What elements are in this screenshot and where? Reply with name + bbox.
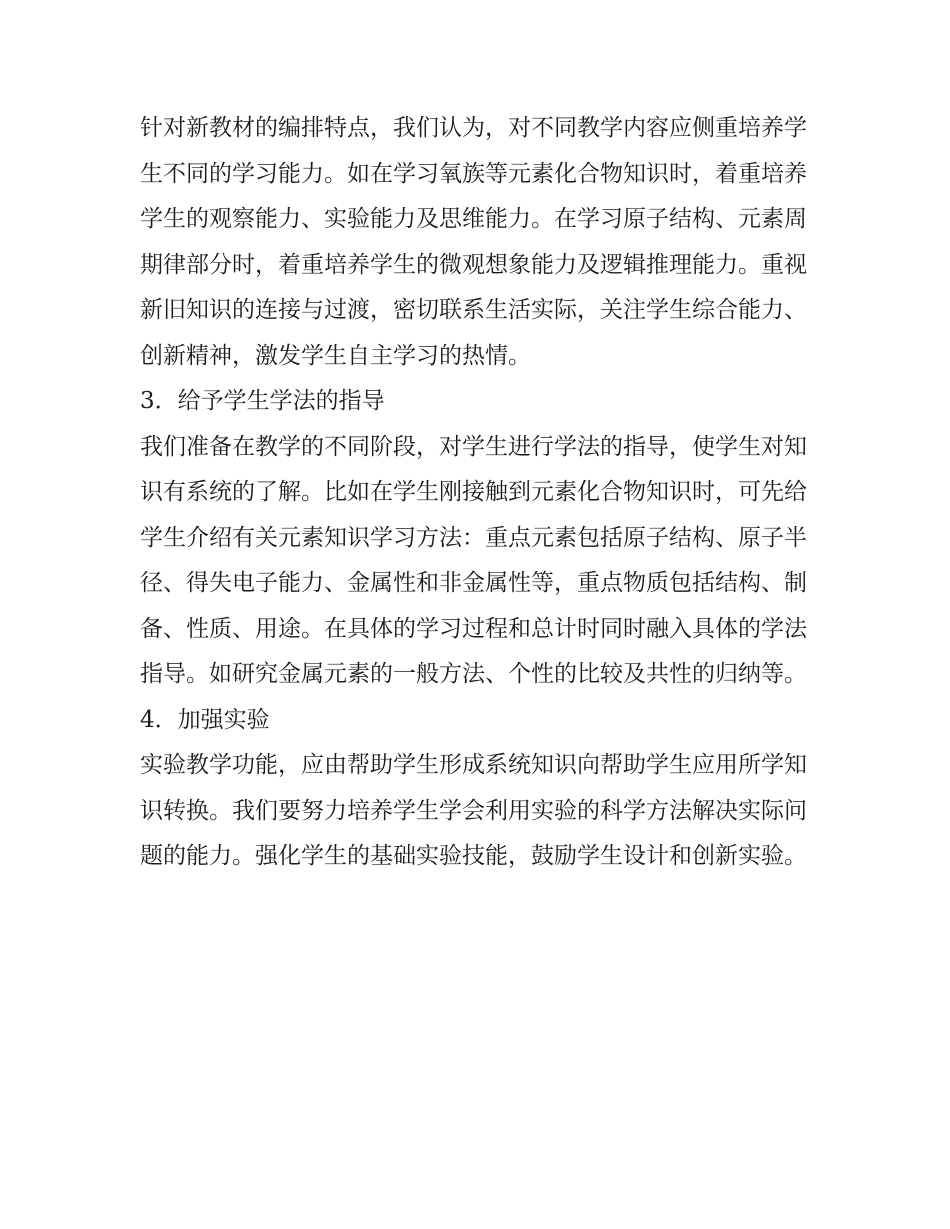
paragraph-experiments: 实验教学功能，应由帮助学生形成系统知识向帮助学生应用所学知识转换。我们要努力培养学生学会利用实验的科学方法解决实际问题的能力。强化学生的基础实验技能，鼓励学生设计和创新实验。	[140, 752, 807, 869]
paragraph-ability-training: 针对新教材的编排特点，我们认为，对不同教学内容应侧重培养学生不同的学习能力。如在学习氧族等元素化合物知识时，着重培养学生的观察能力、实验能力及思维能力。在学习原子结构、元素周期律部分时，着重培养学生的微观想象能力及逻辑推理能力。重视新旧知识的连接与过渡，密切联系生活实际，关注学生综合能力、创新精神，激发学生自主学习的热情。	[140, 115, 807, 369]
section-heading-study-guidance: 3．给予学生学法的指导	[140, 388, 385, 414]
section-heading-experiments: 4．加强实验	[140, 706, 270, 733]
paragraph-study-guidance: 我们准备在教学的不同阶段，对学生进行学法的指导，使学生对知识有系统的了解。比如在学生刚接触到元素化合物知识时，可先给学生介绍有关元素知识学习方法：重点元素包括原子结构、原子半径、得失电子能力、金属性和非金属性等，重点物质包括结构、制备、性质、用途。在具体的学习过程和总计时同时融入具体的学法指导。如研究金属元素的一般方法、个性的比较及共性的归纳等。	[140, 433, 807, 687]
document-body	[140, 106, 820, 880]
